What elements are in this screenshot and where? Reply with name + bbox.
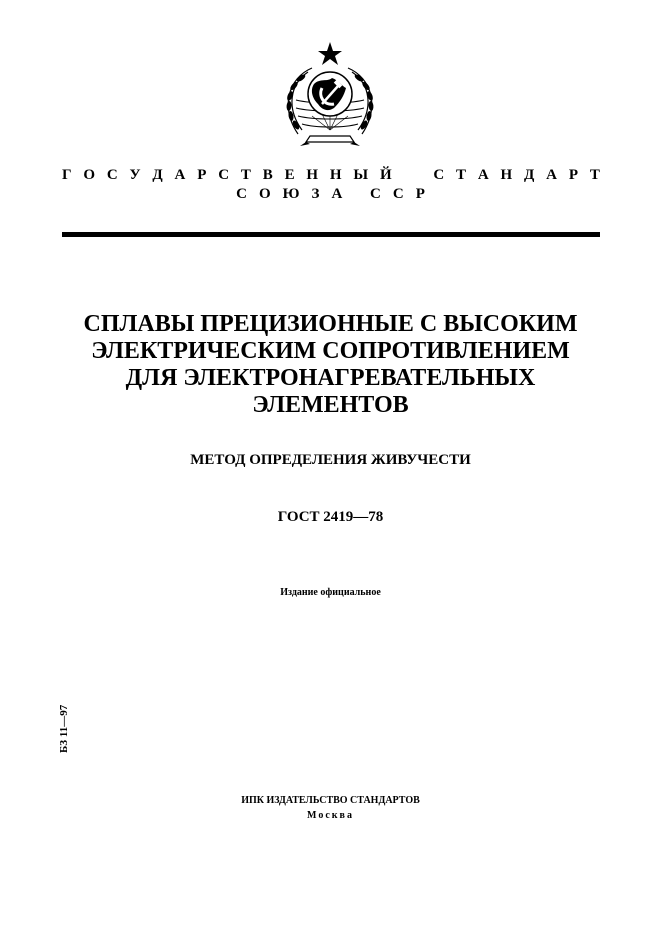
document-title <box>0 311 661 419</box>
title-line: ЭЛЕКТРИЧЕСКИМ СОПРОТИВЛЕНИЕМ <box>91 338 570 364</box>
header-letter: Н <box>500 167 513 183</box>
title-line: СПЛАВЫ ПРЕЦИЗИОННЫЕ С ВЫСОКИМ <box>83 311 578 337</box>
side-code: БЗ 11—97 <box>58 704 70 753</box>
header-letter: А <box>477 167 489 183</box>
header-letter: Ы <box>353 167 369 183</box>
header-letter: С <box>106 167 118 183</box>
title-line: ДЛЯ ЭЛЕКТРОНАГРЕВАТЕЛЬНЫХ <box>125 365 536 391</box>
header-state-standard <box>62 166 600 184</box>
header-letter: У <box>129 167 141 183</box>
title-line: ЭЛЕМЕНТОВ <box>252 392 409 418</box>
header-letter: Д <box>152 167 163 183</box>
header-letter: С <box>433 167 445 183</box>
header-ussr: СОЮЗА ССР <box>236 186 437 202</box>
header-letter: В <box>262 167 273 183</box>
edition-note: Издание официальное <box>280 587 381 598</box>
ussr-state-emblem-icon <box>272 38 388 154</box>
publisher: ИПК ИЗДАТЕЛЬСТВО СТАНДАРТОВ <box>241 795 420 806</box>
header-letter: Т <box>589 167 600 183</box>
header-letter: Г <box>62 167 72 183</box>
header-letter: Н <box>306 167 319 183</box>
header-letter: А <box>546 167 557 183</box>
standard-number: ГОСТ 2419—78 <box>277 509 384 525</box>
header-letter: Й <box>379 167 392 183</box>
header-letter: Т <box>240 167 251 183</box>
word-gap <box>403 166 421 184</box>
publisher-city: Москва <box>307 810 354 821</box>
header-letter: Р <box>197 167 207 183</box>
header-letter: С <box>218 167 230 183</box>
header-letter: Е <box>284 167 295 183</box>
header-letter: Н <box>329 167 342 183</box>
header-letter: А <box>174 167 186 183</box>
document-subtitle: МЕТОД ОПРЕДЕЛЕНИЯ ЖИВУЧЕСТИ <box>190 452 471 468</box>
header-letter: Т <box>455 167 466 183</box>
header-letter: Р <box>568 167 578 183</box>
header-letter: О <box>83 167 96 183</box>
header-letter: Д <box>524 167 535 183</box>
header-divider <box>62 232 600 237</box>
